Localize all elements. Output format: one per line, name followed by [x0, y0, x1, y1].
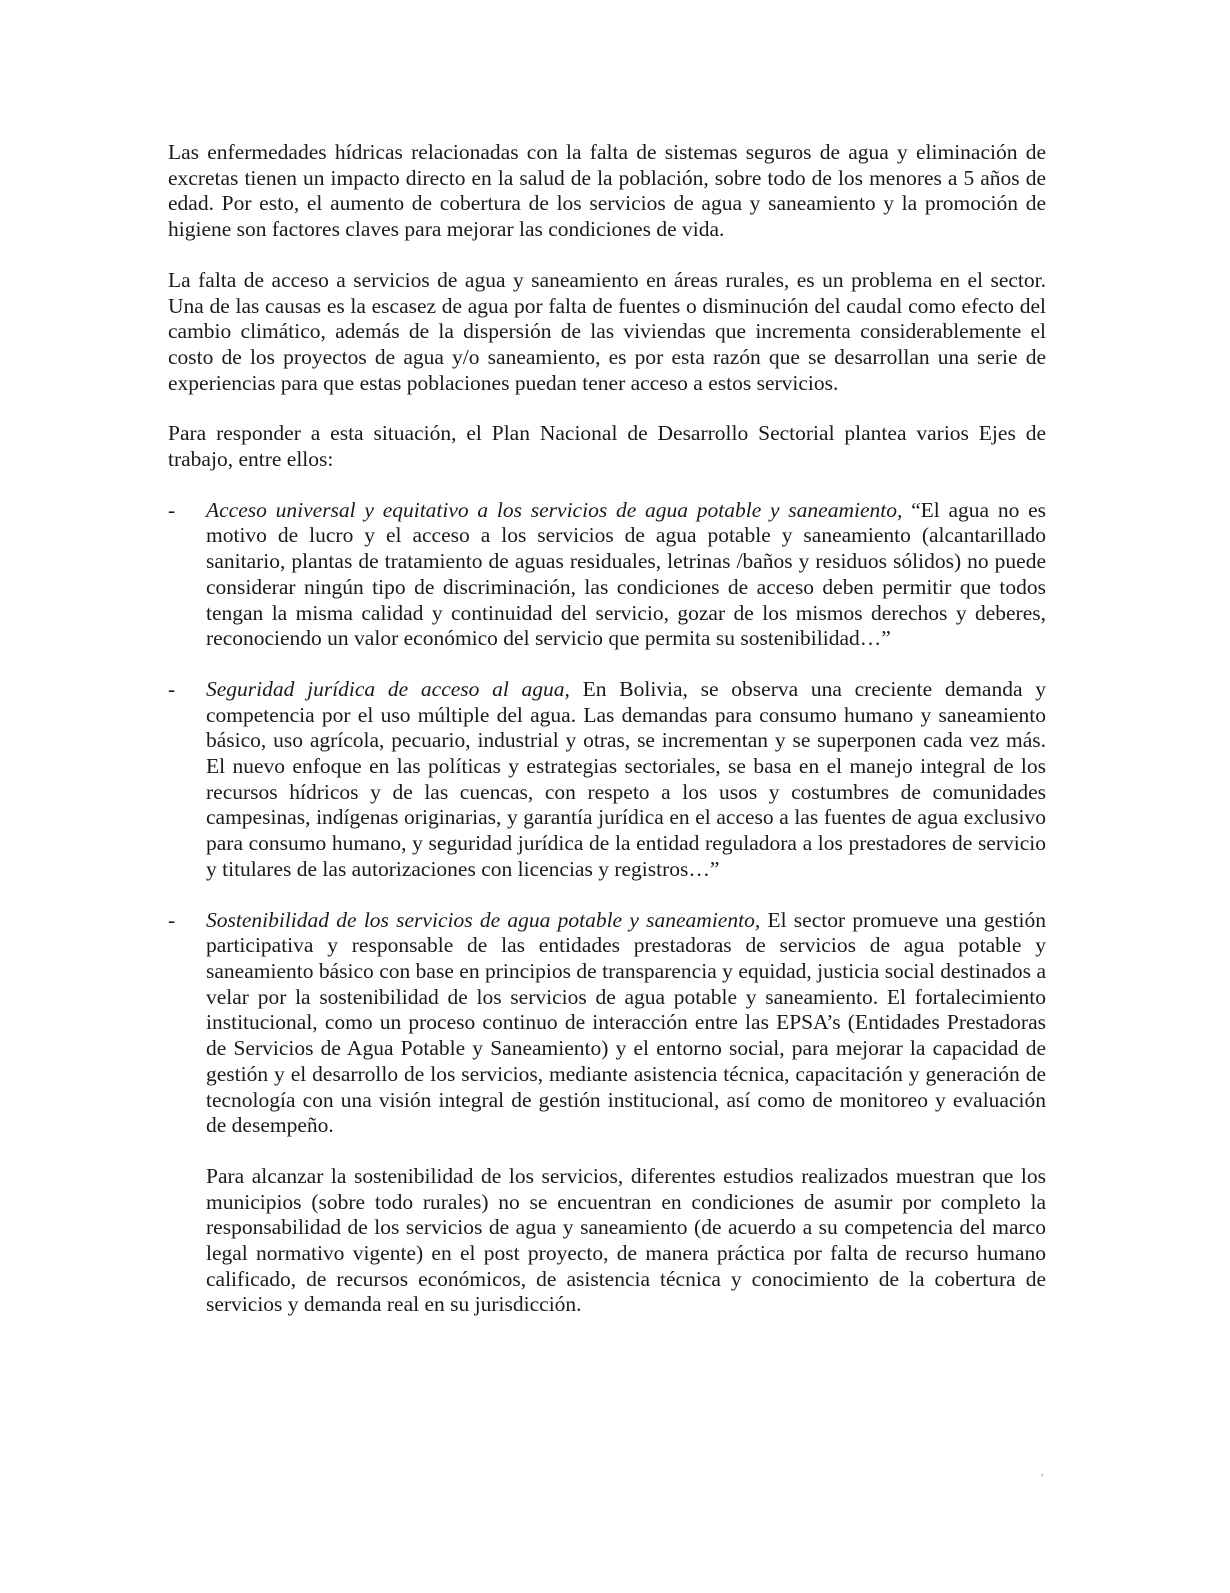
- bullet-text-legal-security: En Bolivia, se observa una creciente demanda y competencia por el uso múltiple del agua. Las demandas para consumo humano y saneamiento básico, uso agrícola, pecuario, industrial y otras, se incrementan y se superponen cada vez más. El nuevo enfoque en las políticas y estrategias sectoriales, se basa en el manejo integral de los recursos hídricos y de las cuencas, con respeto a los usos y costumbres de comunidades campesinas, indígenas originarias, y garantía jurídica en el acceso a las fuentes de agua exclusivo para consumo humano, y seguridad jurídica de la entidad reguladora a los prestadores de servicio y titulares de las autorizaciones con licencias y registros…”: [206, 676, 1046, 881]
- work-axes-list: [168, 498, 1046, 1139]
- corner-mark: ‚: [1040, 1464, 1044, 1478]
- bullet-lead-sustainability: Sostenibilidad de los servicios de agua potable y saneamiento,: [206, 907, 761, 932]
- list-item-universal-access: [168, 498, 1046, 652]
- bullet-lead-universal-access: Acceso universal y equitativo a los servicios de agua potable y saneamiento,: [206, 497, 903, 522]
- bullet-lead-legal-security: Seguridad jurídica de acceso al agua,: [206, 676, 570, 701]
- list-item-legal-security: [168, 677, 1046, 883]
- document-page: [168, 140, 1046, 1318]
- list-item-sustainability: [168, 908, 1046, 1139]
- bullet-dash: -: [168, 907, 176, 932]
- bullet-text-sustainability: El sector promueve una gestión participativa y responsable de las entidades prestadoras de servicios de agua potable y saneamiento básico con base en principios de transparencia y equidad, justicia social destinados a velar por la sostenibilidad de los servicios de agua potable y saneamiento. El fortalecimiento institucional, como un proceso continuo de interacción entre las EPSA’s (Entidades Prestadoras de Servicios de Agua Potable y Saneamiento) y el entorno social, para mejorar la capacidad de gestión y el desarrollo de los servicios, mediante asistencia técnica, capacitación y generación de tecnología con una visión integral de gestión institucional, así como de monitoreo y evaluación de desempeño.: [206, 907, 1047, 1138]
- paragraph-waterborne-diseases: Las enfermedades hídricas relacionadas con la falta de sistemas seguros de agua y eliminación de excretas tienen un impacto directo en la salud de la población, sobre todo de los menores a 5 años de edad. Por esto, el aumento de cobertura de los servicios de agua y saneamiento y la promoción de higiene son factores claves para mejorar las condiciones de vida.: [168, 140, 1046, 242]
- bullet-dash: -: [168, 676, 176, 701]
- paragraph-sustainability-studies: Para alcanzar la sostenibilidad de los servicios, diferentes estudios realizados muestran que los municipios (sobre todo rurales) no se encuentran en condiciones de asumir por completo la responsabilidad de los servicios de agua y saneamiento (de acuerdo a su competencia del marco legal normativo vigente) en el post proyecto, de manera práctica por falta de recurso humano calificado, de recursos económicos, de asistencia técnica y conocimiento de la cobertura de servicios y demanda real en su jurisdicción.: [206, 1163, 1046, 1317]
- bullet-dash: -: [168, 497, 176, 522]
- bullet-text-universal-access: “El agua no es motivo de lucro y el acceso a los servicios de agua potable y saneamiento (alcantarillado sanitario, plantas de tratamiento de aguas residuales, letrinas /baños y residuos sólidos) no puede considerar ningún tipo de discriminación, las condiciones de acceso deben permitir que todos tengan la misma calidad y continuidad del servicio, gozar de los mismos derechos y deberes, reconociendo un valor económico del servicio que permita su sostenibilidad…”: [206, 497, 1046, 651]
- paragraph-national-plan: Para responder a esta situación, el Plan Nacional de Desarrollo Sectorial plantea varios Ejes de trabajo, entre ellos:: [168, 421, 1046, 472]
- paragraph-rural-access: La falta de acceso a servicios de agua y saneamiento en áreas rurales, es un problema en el sector. Una de las causas es la escasez de agua por falta de fuentes o disminución del caudal como efecto del cambio climático, además de la dispersión de las viviendas que incrementa considerablemente el costo de los proyectos de agua y/o saneamiento, es por esta razón que se desarrollan una serie de experiencias para que estas poblaciones puedan tener acceso a estos servicios.: [168, 267, 1046, 395]
